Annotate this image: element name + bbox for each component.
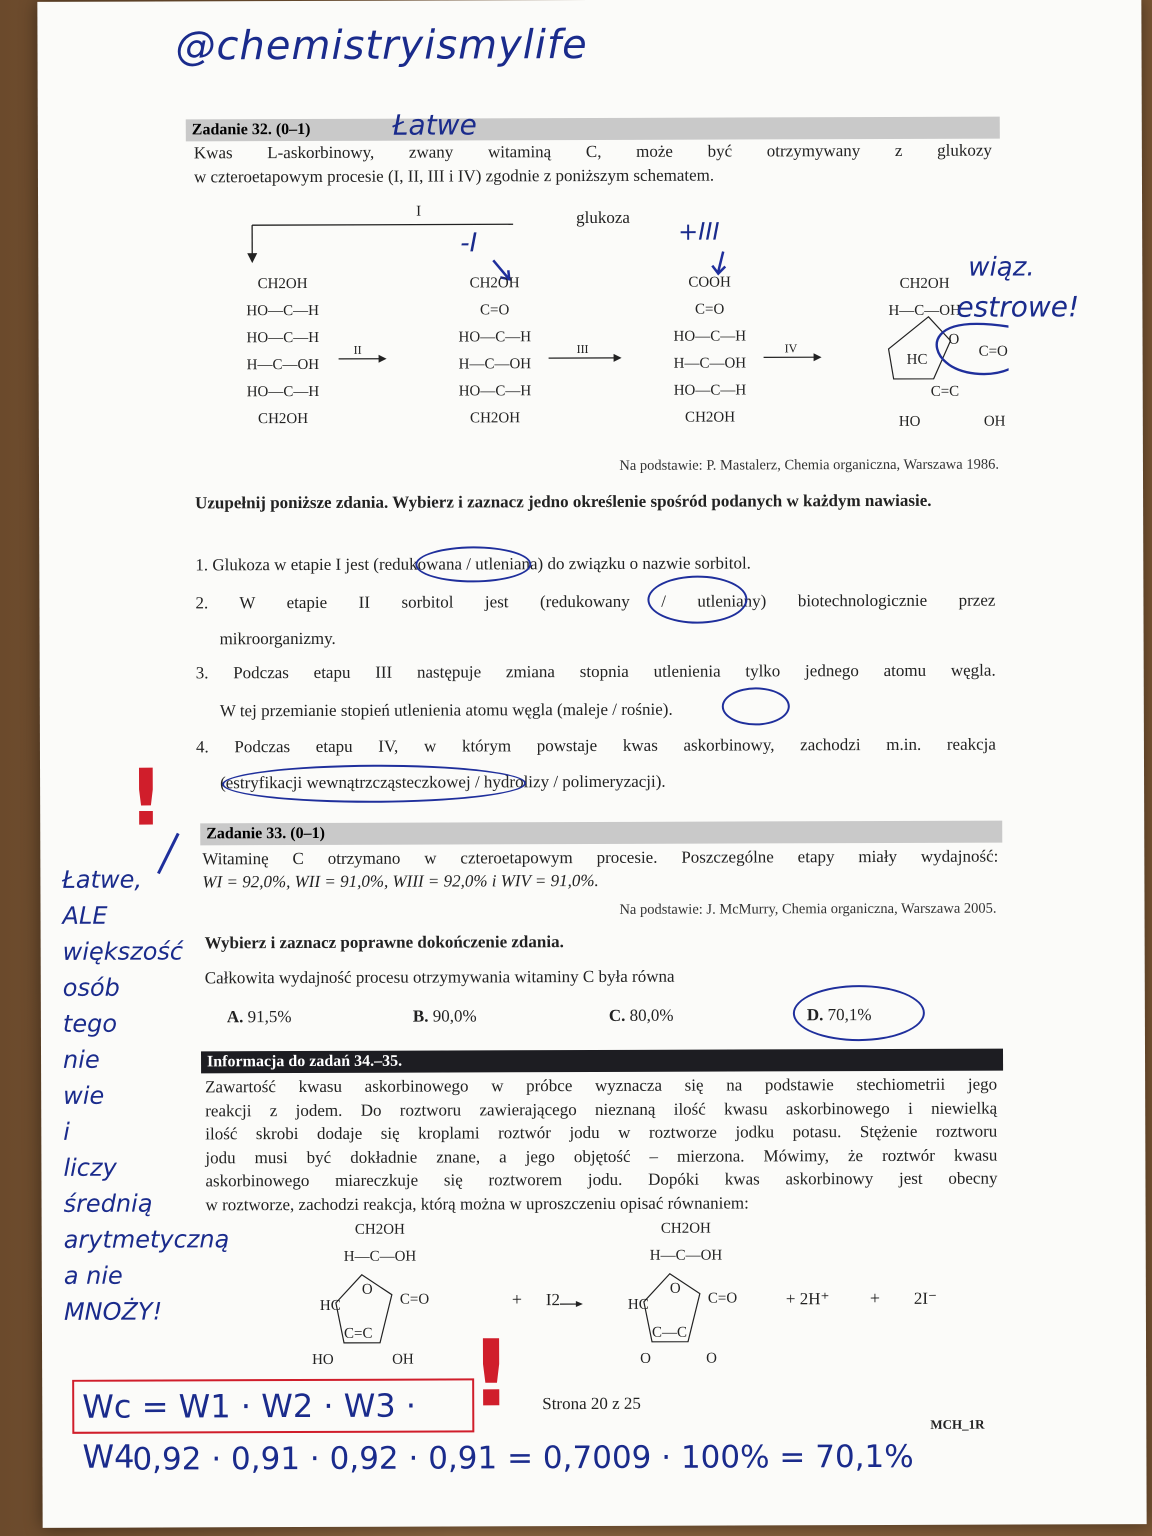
product-hc: HC [627, 1296, 649, 1313]
hydrogen-ions: + 2H⁺ [785, 1289, 830, 1309]
info-line: jodu musi być dokładnie znane, a jego objętość – mierzona. Mówimy, że roztwór kwasu [205, 1145, 998, 1167]
info-text [205, 1073, 997, 1217]
answer-circle-redukowana [415, 546, 531, 582]
handwritten-minus-one: -I [460, 228, 478, 259]
scheme-label-step1: I [416, 203, 422, 220]
titration-reaction [292, 1221, 993, 1373]
side-note-line: i [63, 1117, 71, 1146]
task32-instruction: Uzupełnij poniższe zdania. Wybierz i zaznacz jedno określenie spośród podanych w każdym nawiasie. [195, 490, 932, 513]
task32-item-2: 2. W etapie II sorbitol jest (redukowany / utleniany) biotechnologicznie przez [195, 590, 996, 613]
side-note-line: liczy [63, 1153, 117, 1182]
reaction-scheme [188, 199, 1009, 452]
reactant-co: C=O [399, 1291, 430, 1308]
side-note-line: a nie [63, 1261, 123, 1290]
answer-circle-utleniany [647, 575, 747, 623]
side-note-line: osób [62, 973, 120, 1002]
task32-item-4: 4. Podczas etapu IV, w którym powstaje kwas askorbinowy, zachodzi m.in. reakcja [195, 734, 996, 757]
side-note-line: ALE [62, 901, 108, 930]
side-note-line: większość [62, 937, 184, 966]
exclaim-mark-2: ! [469, 1320, 513, 1428]
sorbitol-structure: CH2OH HO—C—H HO—C—H H—C—OH HO—C—H CH2OH [246, 275, 320, 428]
task32-item-3: 3. Podczas etapu III następuje zmiana stopnia utlenienia tylko jednego atomu węgla. [195, 660, 996, 683]
ketoacid-structure: COOH C=O HO—C—H H—C—OH HO—C—H CH2OH [673, 274, 747, 426]
task33-line1: Witaminę C otrzymano w czteroetapowym procesie. Poszczególne etapy miały wydajność: [202, 846, 999, 869]
exclaim-mark-1: ! [127, 753, 164, 844]
side-note-line: średnią [63, 1189, 153, 1218]
info-line: ilość skrobi dodaje się kroplami roztwór jodu w roztworze jodku potasu. Stężenie roztworu [205, 1121, 998, 1144]
handwritten-handle: @chemistryismylife [175, 22, 588, 70]
ascorbic-cc: C=C [930, 383, 960, 400]
iodide-ions: 2I⁻ [913, 1288, 938, 1308]
reactant-cc: C=C [343, 1325, 373, 1342]
task32-item-4b: (estryfikacji wewnątrzcząsteczkowej / hydrolizy / polimeryzacji). [220, 771, 666, 793]
answer-circle-rosnie [722, 687, 790, 725]
handwritten-formula-box [72, 1378, 474, 1476]
scheme-label-glucose: glukoza [576, 207, 630, 228]
task32-header: Zadanie 32. (0–1) [186, 117, 1000, 142]
task32-item-2b: mikroorganizmy. [219, 628, 336, 649]
option-b [413, 1006, 477, 1026]
reactant-ho: HO [312, 1351, 334, 1368]
info-line: w roztworze, zachodzi reakcja, którą można w uproszczeniu opisać równaniem: [205, 1192, 749, 1214]
plus-sign-1: + [511, 1289, 523, 1310]
answer-circle-estryfikacji [222, 764, 526, 803]
ascorbic-hc: HC [906, 351, 928, 368]
exam-code: MCH_1R [930, 1416, 985, 1432]
scheme-label-step2: II [353, 342, 362, 357]
side-note-line: nie [62, 1045, 100, 1074]
ascorbic-ring-o: O [948, 331, 960, 348]
reactant-ring: O [361, 1281, 373, 1298]
task33-stem: Całkowita wydajność procesu otrzymywania witaminy C była równa [204, 966, 675, 988]
handwritten-ester-note-2: estrowe! [956, 290, 1080, 324]
handwritten-ester-note-1: wiąz. [968, 252, 1035, 283]
option-c-letter: C. [608, 1005, 626, 1025]
side-note-line: tego [62, 1009, 118, 1038]
product-co: C=O [707, 1290, 738, 1307]
ascorbic-oh: OH [983, 413, 1006, 430]
handwritten-calculation: 0,92 · 0,91 · 0,92 · 0,91 = 0,7009 · 100% = 70,1% [132, 1438, 914, 1478]
answer-circle-option-d [793, 985, 925, 1041]
side-note-line: MNOŻY! [63, 1297, 163, 1326]
option-b-letter: B. [412, 1006, 429, 1026]
task33-source: Na podstawie: J. McMurry, Chemia organiczna, Warszawa 2005. [619, 900, 997, 918]
reactant-top: CH2OH H—C—OH [343, 1221, 417, 1265]
ascorbic-top: CH2OH H—C—OH [888, 275, 961, 319]
option-a-letter: A. [226, 1007, 244, 1027]
option-b-text: 90,0% [432, 1006, 477, 1026]
side-note-line: Łatwe, [62, 865, 143, 894]
task33-instruction: Wybierz i zaznacz poprawne dokończenie zdania. [204, 932, 564, 953]
option-c [609, 1006, 674, 1026]
info-line: reakcji z jodem. Do roztworu zawierającego nieznaną ilość kwasu askorbinowego i niewielką [205, 1098, 998, 1120]
info-line: Zawartość kwasu askorbinowego w próbce wyznacza się na podstawie stechiometrii jego [205, 1074, 998, 1097]
option-a-text: 91,5% [247, 1007, 292, 1027]
option-c-text: 80,0% [629, 1005, 674, 1025]
info-header: Informacja do zadań 34.–35. [201, 1049, 1003, 1074]
option-d-letter: D. [806, 1005, 824, 1025]
task32-intro-line2: w czteroetapowym procesie (I, II, III i IV) zgodnie z poniższym schematem. [193, 165, 715, 187]
product-o-left: O [640, 1350, 651, 1367]
plus-sign-2: + [869, 1287, 881, 1309]
exam-page [37, 0, 1146, 1528]
iodine: I2 [545, 1290, 561, 1310]
handwritten-plus-three: +III [678, 217, 720, 246]
side-note-line: wie [63, 1081, 105, 1110]
task32-intro-line1: Kwas L-askorbinowy, zwany witaminą C, może być otrzymywany z glukozy [193, 140, 992, 163]
ascorbic-ho: HO [898, 413, 921, 430]
info-line: askorbinowego miareczkuje się roztworem jodu. Dopóki kwas askorbinowy jest obecny [205, 1168, 998, 1191]
task32-source: Na podstawie: P. Mastalerz, Chemia organiczna, Warszawa 1986. [619, 456, 999, 474]
side-note-line: arytmetyczną [63, 1225, 230, 1254]
product-o-right: O [706, 1350, 717, 1367]
ascorbic-co: C=O [978, 343, 1008, 360]
task32-item-3b: W tej przemianie stopień utlenienia atomu węgla (maleje / rośnie). [219, 699, 673, 721]
reactant-hc: HC [319, 1297, 341, 1314]
product-top: CH2OH H—C—OH [649, 1220, 723, 1264]
task32-item-1: 1. Glukoza w etapie I jest (redukowana / utleniana) do związku o nazwie sorbitol. [195, 553, 751, 575]
sorbose-structure: CH2OH C=O HO—C—H H—C—OH HO—C—H CH2OH [458, 275, 532, 427]
scheme-label-step3: III [576, 342, 589, 357]
task33-line2: WI = 92,0%, WII = 91,0%, WIII = 92,0% i WIV = 91,0%. [202, 870, 599, 892]
page-number: Strona 20 z 25 [542, 1393, 641, 1414]
product-cc: C—C [651, 1324, 688, 1341]
handwritten-formula: Wc = W1 · W2 · W3 · W4 [82, 1386, 417, 1476]
task33-header: Zadanie 33. (0–1) [200, 821, 1002, 846]
option-d-text: 70,1% [827, 1005, 872, 1025]
product-ring: O [669, 1280, 681, 1297]
reactant-oh: OH [392, 1351, 414, 1368]
scheme-label-step4: IV [784, 341, 798, 356]
handwritten-easy-mark: Łatwe [392, 108, 477, 142]
